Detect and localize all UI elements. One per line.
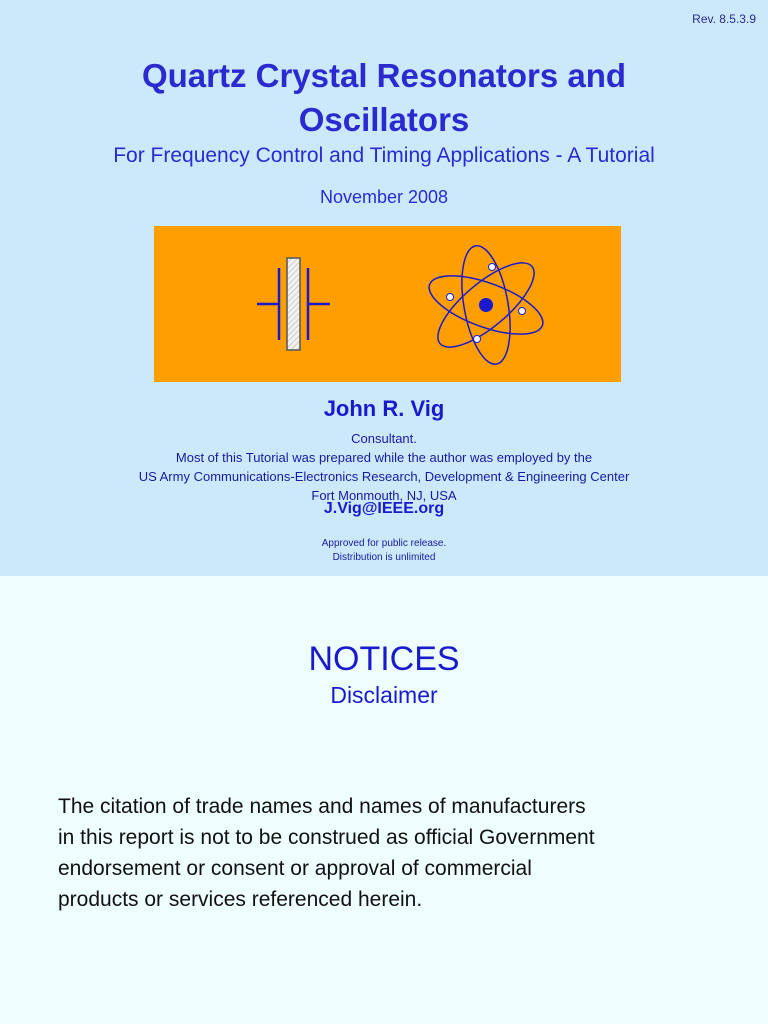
revision-label: Rev. 8.5.3.9 [692,12,756,26]
release-line: Distribution is unlimited [332,552,436,563]
title-banner [154,226,621,382]
document-subtitle: For Frequency Control and Timing Applications - A Tutorial [113,144,655,167]
affiliation-line: Fort Monmouth, NJ, USA [311,488,457,503]
document-title [0,54,768,142]
author-affiliation [0,429,768,505]
disclaimer-line: The citation of trade names and names of manufacturers [58,795,586,818]
notices-slide [0,576,768,1024]
disclaimer-text [58,791,738,915]
author-email: J.Vig@IEEE.org [323,500,445,517]
banner-illustration [154,226,621,382]
crystal-resonator-symbol-icon [257,258,330,350]
author-name: John R. Vig [323,396,445,421]
disclaimer-line: products or services referenced herein. [58,888,423,911]
notices-heading: NOTICES [308,640,460,678]
disclaimer-subheading: Disclaimer [330,682,438,708]
publication-date: November 2008 [319,187,449,207]
release-statement [0,537,768,565]
release-line: Approved for public release. [321,538,447,549]
title-line-2: Oscillators [298,101,470,138]
disclaimer-line: in this report is not to be construed as official Government [58,826,595,849]
affiliation-line: Consultant. [351,431,417,446]
title-line-1: Quartz Crystal Resonators and [141,57,627,94]
atom-icon [422,242,550,368]
disclaimer-line: endorsement or consent or approval of commercial [58,857,532,880]
affiliation-line: US Army Communications-Electronics Research, Development & Engineering Center [138,469,630,484]
affiliation-line: Most of this Tutorial was prepared while the author was employed by the [175,450,593,465]
